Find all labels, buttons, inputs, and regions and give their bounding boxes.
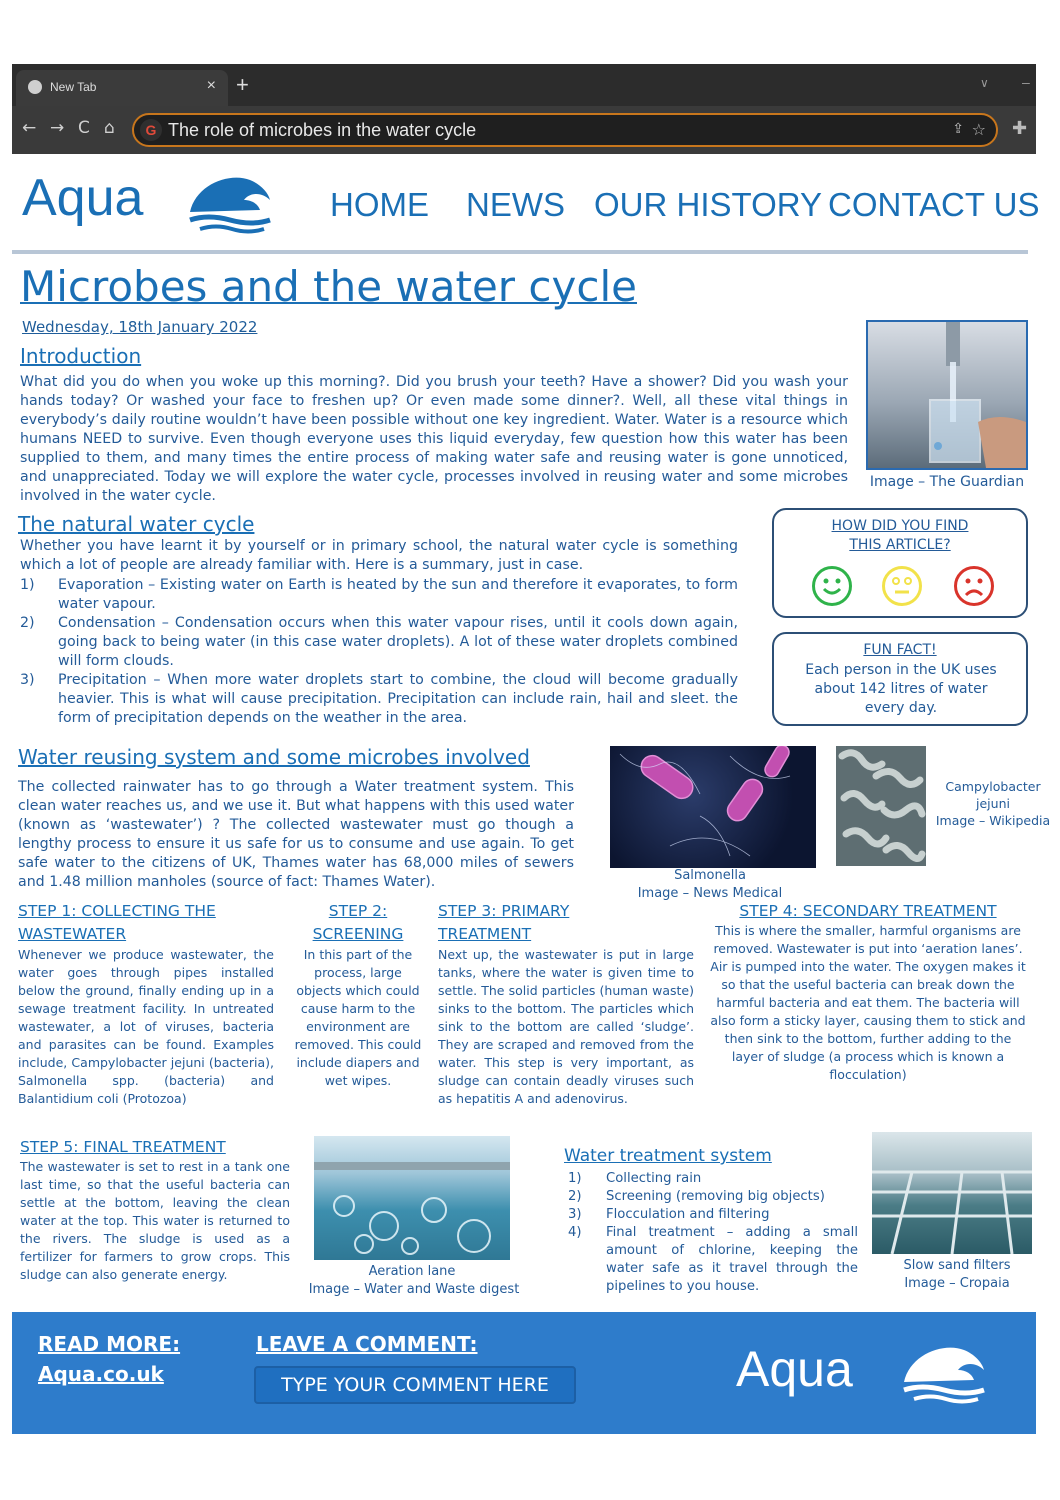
step1-text: Whenever we produce wastewater, the water goes through pipes installed below the ground, finally ending up in a sewage treatment facility. In untreated wastewater, a lot of viruses, bacteria and parasites can be found. Examples include, Campylobacter jejuni (bacteria), Salmonella spp. (bacteria) and Balantidium coli (Protozoa) xyxy=(18,947,274,1106)
water-cycle-intro: Whether you have learnt it by yourself or in primary school, the natural water cycle is something which a lot of people are already familiar with. Here is a summary, just in case. xyxy=(20,538,738,573)
list-item: 1) Evaporation – Existing water on Earth is heated by the sun and therefore it evaporates, to form water vapour. xyxy=(20,577,738,612)
list-item: 1) Collecting rain xyxy=(568,1171,702,1186)
treatment-system-heading: Water treatment system xyxy=(564,1146,772,1166)
aeration-caption: Aeration lane xyxy=(368,1264,456,1279)
step3-heading: STEP 3: PRIMARY TREATMENT xyxy=(438,902,570,943)
fun-fact-text: Each person in the UK uses about 142 litres of water every day. xyxy=(805,662,997,716)
bookmark-star-icon[interactable]: ☆ xyxy=(971,120,986,139)
intro-heading: Introduction xyxy=(20,344,142,368)
glass-of-water-image xyxy=(866,320,1028,470)
reuse-heading: Water reusing system and some microbes involved xyxy=(18,745,530,769)
salmonella-caption: Salmonella xyxy=(674,868,746,883)
campylobacter-image xyxy=(836,746,926,866)
nav-home[interactable]: HOME xyxy=(330,186,429,223)
tab-search-icon[interactable]: ∨ xyxy=(980,76,989,90)
header-divider xyxy=(12,250,1028,254)
list-item: 2) Condensation – Condensation occurs when this water vapour rises, until it cools down again, going back to being water (in this case water droplets). A lot of these water droplets combined will form clouds. xyxy=(20,615,738,669)
aeration-credit: Image – Water and Waste digest xyxy=(308,1282,520,1297)
list-item: 3) Flocculation and filtering xyxy=(568,1207,770,1222)
browser-tab[interactable] xyxy=(16,70,228,106)
fun-fact-panel xyxy=(772,632,1028,726)
aeration-lane-image xyxy=(314,1136,510,1260)
step5-heading: STEP 5: FINAL TREATMENT xyxy=(20,1138,226,1156)
tab-title: New Tab xyxy=(50,80,97,94)
site-logo-text[interactable]: Aqua xyxy=(22,169,144,227)
feedback-title-line2: THIS ARTICLE? xyxy=(849,537,951,553)
intro-image-caption: Image – The Guardian xyxy=(869,474,1025,490)
sad-face-icon[interactable] xyxy=(954,566,994,606)
campylobacter-caption: Campylobacter jejuni Image – Wikipedia xyxy=(935,779,1051,828)
nav-contact-us[interactable]: CONTACT US xyxy=(828,186,1040,223)
feedback-title-line1: HOW DID YOU FIND xyxy=(831,518,969,534)
read-more-link[interactable]: Aqua.co.uk xyxy=(38,1362,164,1386)
step1-heading: STEP 1: COLLECTING THE WASTEWATER xyxy=(18,902,216,943)
reload-icon[interactable]: C xyxy=(78,118,90,138)
step2-heading: STEP 2: SCREENING xyxy=(312,902,404,943)
list-item: 2) Screening (removing big objects) xyxy=(568,1189,825,1204)
article-date: Wednesday, 18th January 2022 xyxy=(22,318,258,336)
step2-text: In this part of the process, large objects which could cause harm to the environment are removed. This could include diapers and wet wipes. xyxy=(294,947,422,1088)
address-bar[interactable] xyxy=(132,113,998,147)
treatment-system-list xyxy=(568,1170,858,1296)
fun-fact-title: FUN FACT! xyxy=(863,642,937,658)
read-more-label: READ MORE: xyxy=(38,1332,181,1356)
tab-favicon-icon xyxy=(28,80,42,94)
back-icon[interactable]: ← xyxy=(22,118,37,138)
minimize-icon[interactable]: – xyxy=(1022,74,1030,90)
salmonella-image xyxy=(610,746,816,868)
nav-our-history[interactable]: OUR HISTORY xyxy=(594,186,822,223)
step4-heading: STEP 4: SECONDARY TREATMENT xyxy=(739,902,997,920)
happy-face-icon[interactable] xyxy=(812,566,852,606)
step5-text: The wastewater is set to rest in a tank one last time, so that the useful bacteria can settle at the bottom, leaving the clean water at the top. This water is returned to the rivers. The sludge is used as a fertilizer for farmers to grow crops. This sludge can also generate energy. xyxy=(20,1159,290,1282)
filters-credit: Image – Cropaia xyxy=(904,1276,1010,1291)
forward-icon[interactable]: → xyxy=(50,118,65,138)
salmonella-credit: Image – News Medical xyxy=(637,886,783,901)
list-item: 4) Final treatment – adding a small amount of chlorine, keeping the water safe as it travel through the pipelines to you house. xyxy=(568,1225,858,1294)
slow-sand-filters-image xyxy=(872,1132,1032,1254)
close-tab-icon[interactable]: × xyxy=(206,77,216,94)
new-tab-icon[interactable]: + xyxy=(236,72,249,97)
intro-text: What did you do when you woke up this morning?. Did you brush your teeth? Have a shower? Did you wash your hands today? Or washed your face to freshen up? Or even made some dinner?. Well, all these vital things in everybody’s daily routine wouldn’t have been possible without one key ingredient. Water. Water is a resource which humans NEED to survive. Even though everyone uses this liquid everyday, few question how this water has been supplied to them, and many times the entire process of making water safe and reusing water is gone unnoticed, and unappreciated. Today we will explore the water cycle, processes involved in reusing water and some microbes involved in the water cycle. xyxy=(20,374,848,504)
comment-input[interactable]: TYPE YOUR COMMENT HERE xyxy=(254,1366,576,1404)
comment-label: LEAVE A COMMENT: xyxy=(256,1332,478,1356)
share-icon[interactable]: ⇪ xyxy=(952,121,964,137)
step4-text: This is where the smaller, harmful organisms are removed. Wastewater is put into ‘aeration lanes’. Air is pumped into the water. The oxygen makes it so that the useful bacteria can break down the harmful bacteria and eat them. The bacteria will also form a sticky layer, causing them to stick and then sink to the bottom, further adding to the layer of sludge (a process which is known a flocculation) xyxy=(710,923,1026,1082)
footer-wave-logo-icon[interactable] xyxy=(900,1340,988,1404)
reuse-text: The collected rainwater has to go through a Water treatment system. This clean water reaches us, and we use it. But what happens with this used water (known as ‘wastewater’) ? The collected wastewater must go though a lengthy process to ensure it us safe for us to consume and use again. To get safe water to the citizens of UK, Thames water has 68,000 miles of sewers and 1.48 million manholes (source of fact: Thames Water). xyxy=(18,779,574,890)
list-item: 3) Precipitation – When more water droplets start to combine, the cloud will become gradually heavier. This is what will cause precipitation. Precipitation can include rain, hail and sleet. the form of precipitation depends on the weather in the area. xyxy=(20,672,738,726)
filters-caption: Slow sand filters xyxy=(903,1258,1011,1273)
wave-logo-icon[interactable] xyxy=(186,170,274,234)
page-title: Microbes and the water cycle xyxy=(20,262,637,311)
feedback-panel xyxy=(772,508,1028,618)
extensions-icon[interactable]: ✚ xyxy=(1012,118,1028,139)
water-cycle-heading: The natural water cycle xyxy=(18,512,255,536)
nav-news[interactable]: NEWS xyxy=(466,186,565,223)
footer-logo-text[interactable]: Aqua xyxy=(736,1341,853,1397)
address-text[interactable]: The role of microbes in the water cycle xyxy=(168,120,477,140)
water-cycle-list xyxy=(20,576,738,728)
google-icon: G xyxy=(140,119,162,141)
neutral-face-icon[interactable] xyxy=(882,566,922,606)
step3-text: Next up, the wastewater is put in large tanks, where the water is given time to settle. The solid particles (human waste) sinks to the bottom. The particles which sink to the bottom are called ‘sludge’. They are scraped and removed from the water. This step is very important, as sludge can contain deadly viruses such as hepatitis A and adenovirus. xyxy=(438,947,694,1106)
home-icon[interactable]: ⌂ xyxy=(104,118,115,138)
